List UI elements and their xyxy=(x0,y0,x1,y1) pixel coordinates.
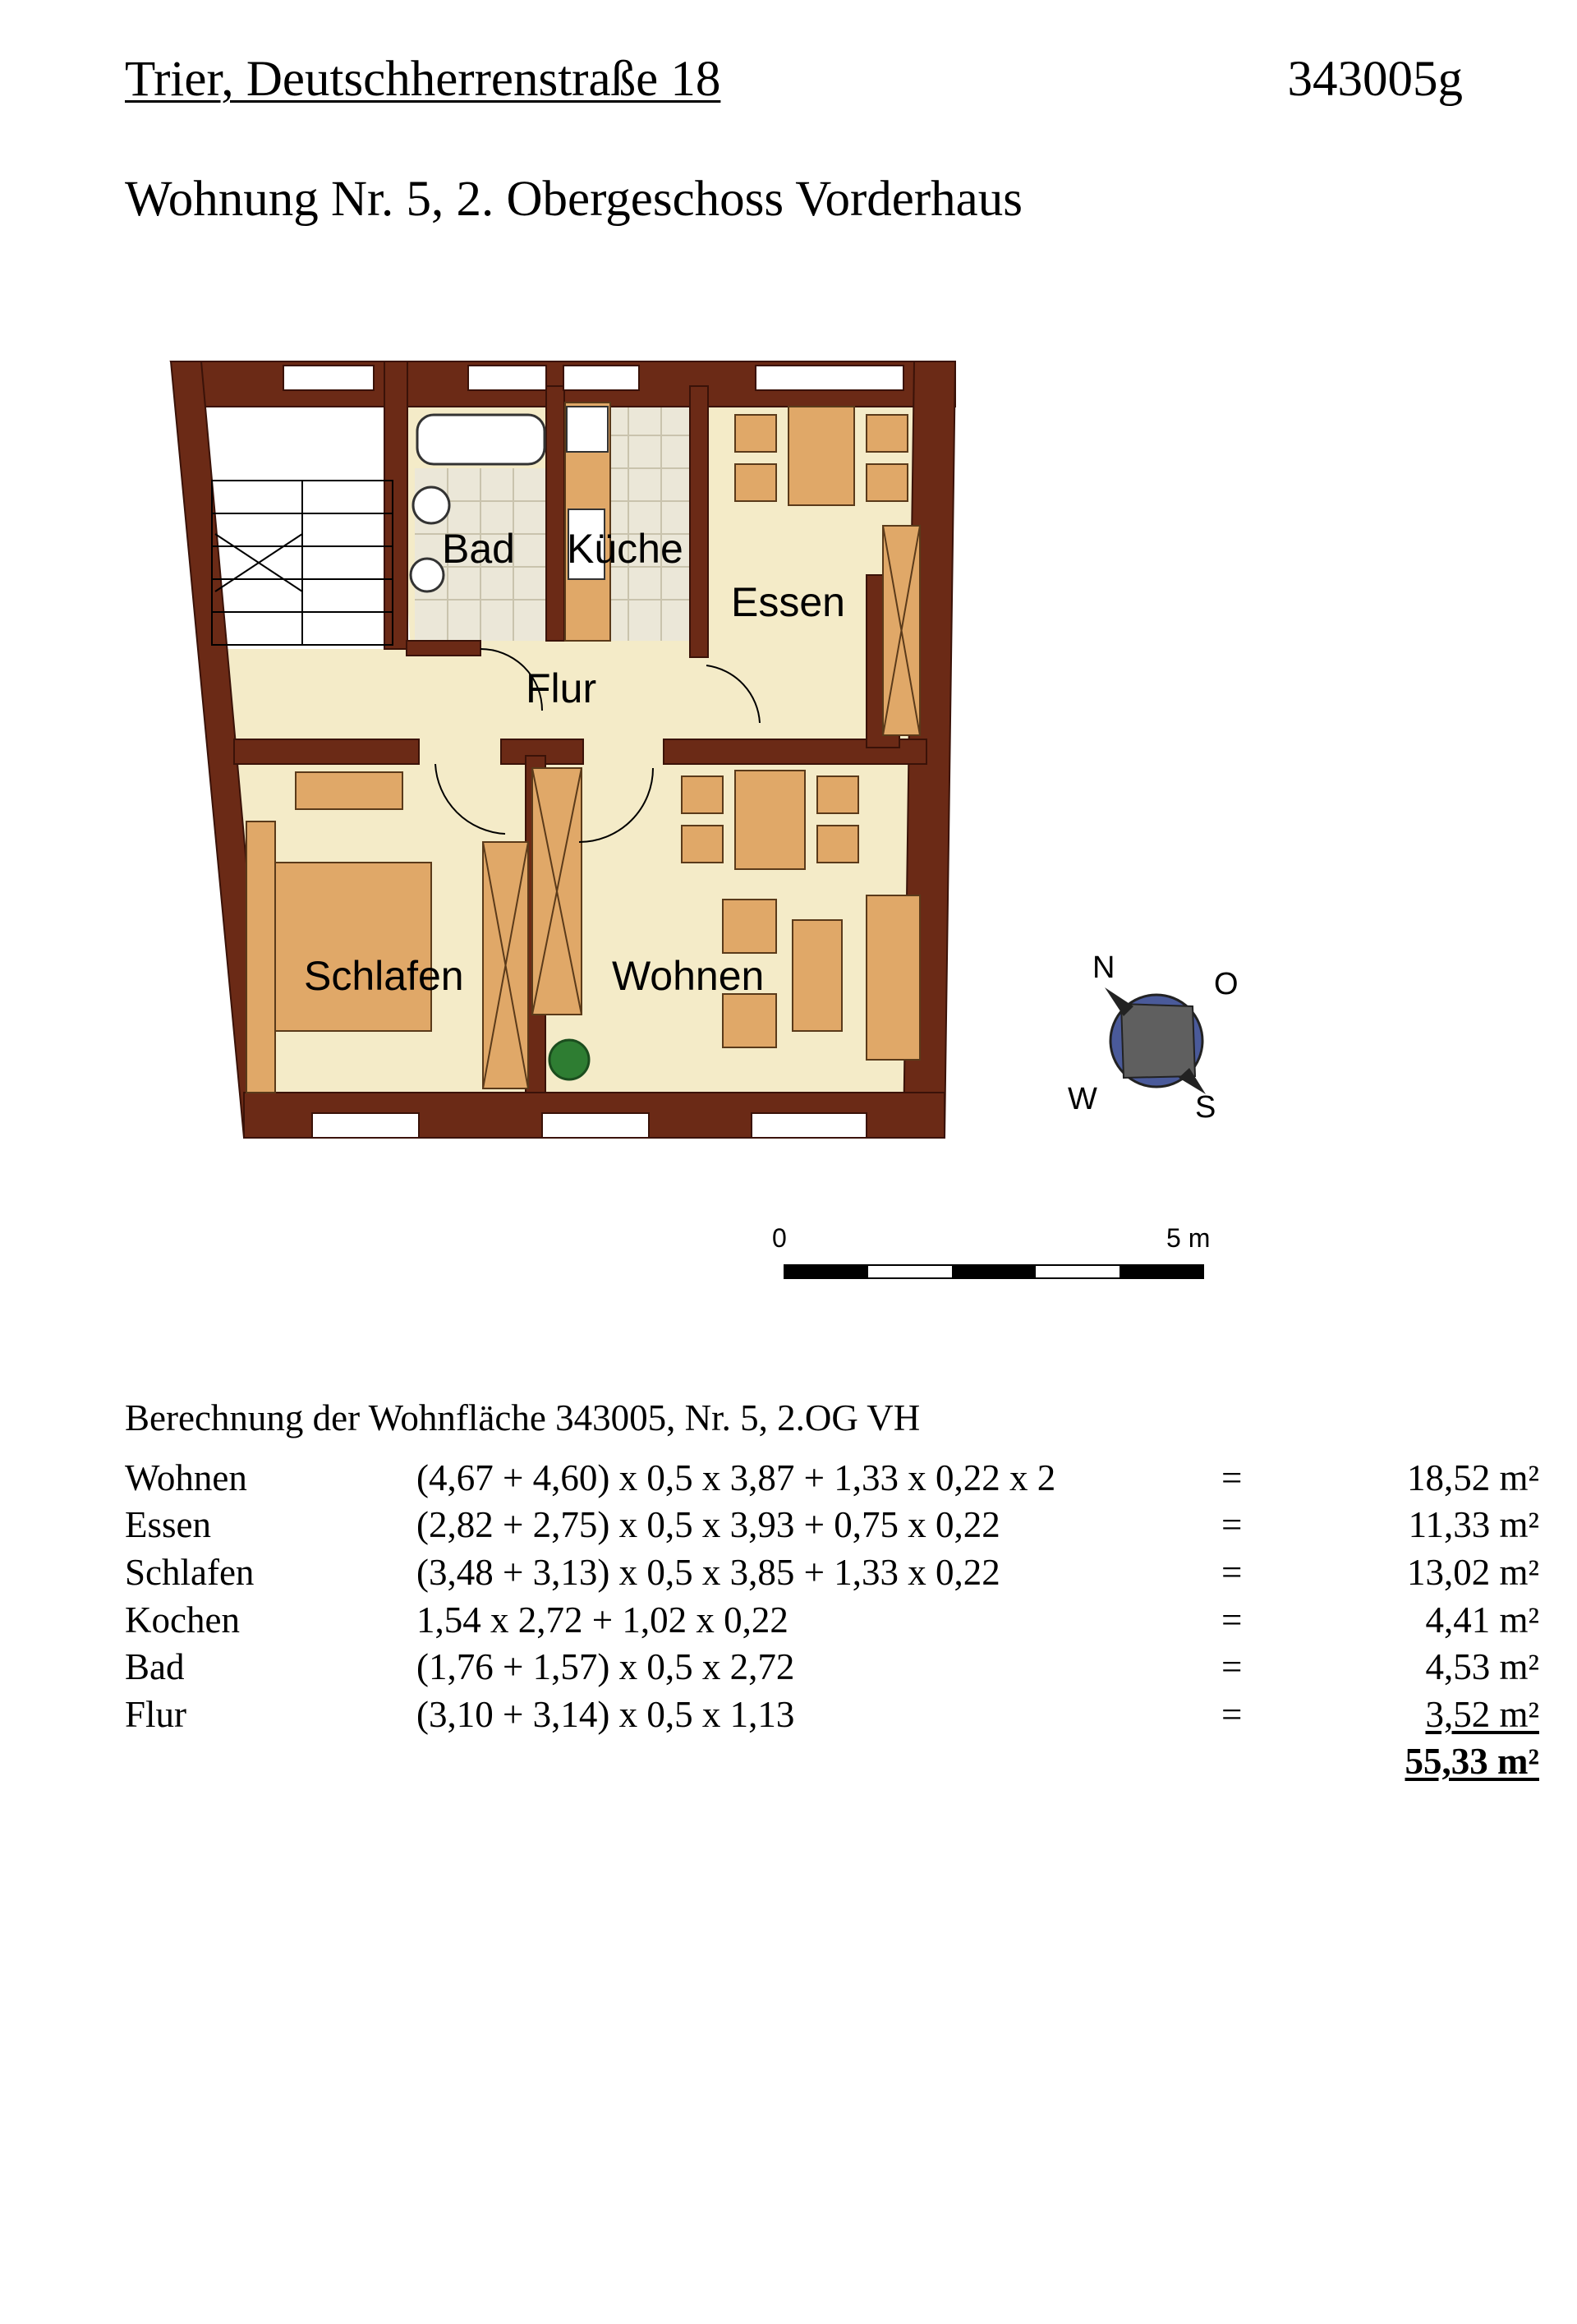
table-row xyxy=(125,1643,1539,1691)
toilet xyxy=(413,487,449,523)
room-name: Bad xyxy=(125,1646,185,1688)
equals-sign: = xyxy=(1221,1551,1243,1593)
area-calculation-table xyxy=(125,1454,1539,1785)
table-row xyxy=(125,1596,1539,1644)
total-row xyxy=(125,1738,1539,1786)
area-formula: (4,67 + 4,60) x 0,5 x 3,87 + 1,33 x 0,22 x 2 xyxy=(416,1457,1056,1498)
bathtub xyxy=(417,415,545,464)
scale-bar xyxy=(772,1223,1210,1278)
equals-sign: = xyxy=(1221,1504,1243,1546)
area-formula: (3,10 + 3,14) x 0,5 x 1,13 xyxy=(416,1693,795,1735)
area-formula: (3,48 + 3,13) x 0,5 x 3,85 + 1,33 x 0,22 xyxy=(416,1551,1000,1593)
equals-sign: = xyxy=(1221,1599,1243,1641)
area-value xyxy=(1295,1691,1539,1738)
room-label-essen: Essen xyxy=(731,579,845,625)
sink xyxy=(411,559,444,591)
table-row xyxy=(125,1691,1539,1738)
area-value: 4,41 m² xyxy=(1425,1599,1539,1641)
last-area-value: 3,52 m² xyxy=(1425,1693,1539,1735)
apartment-subtitle: Wohnung Nr. 5, 2. Obergeschoss Vorderhaus xyxy=(125,172,1023,227)
compass-n: N xyxy=(1092,950,1115,985)
room-name: Flur xyxy=(125,1693,187,1735)
address-title: Trier, Deutschherrenstraße 18 xyxy=(125,52,721,107)
room-name: Schlafen xyxy=(125,1551,255,1593)
compass-w: W xyxy=(1068,1082,1097,1116)
area-formula: (2,82 + 2,75) x 0,5 x 3,93 + 0,75 x 0,22 xyxy=(416,1504,1000,1546)
calculation-title: Berechnung der Wohnfläche 343005, Nr. 5, 2.OG VH xyxy=(125,1397,921,1438)
area-value: 18,52 m² xyxy=(1407,1457,1539,1498)
plant-icon xyxy=(549,1040,589,1079)
scale-start-label: 0 xyxy=(772,1223,787,1253)
compass-s: S xyxy=(1195,1090,1216,1125)
room-label-kueche: Küche xyxy=(567,526,683,572)
room-label-bad: Bad xyxy=(442,526,515,572)
area-value: 11,33 m² xyxy=(1408,1504,1539,1546)
total-area: 55,33 m² xyxy=(1405,1741,1539,1783)
property-code: 343005g xyxy=(1287,52,1463,107)
area-formula: 1,54 x 2,72 + 1,02 x 0,22 xyxy=(416,1599,788,1641)
room-name: Kochen xyxy=(125,1599,240,1641)
room-name: Wohnen xyxy=(125,1457,247,1498)
area-value: 13,02 m² xyxy=(1407,1551,1539,1593)
room-label-flur: Flur xyxy=(526,665,597,711)
table-row xyxy=(125,1454,1539,1502)
stove xyxy=(567,407,608,452)
area-formula: (1,76 + 1,57) x 0,5 x 2,72 xyxy=(416,1646,795,1688)
room-label-wohnen: Wohnen xyxy=(612,953,765,999)
compass-o: O xyxy=(1214,967,1239,1001)
table-row xyxy=(125,1502,1539,1549)
room-label-schlafen: Schlafen xyxy=(304,953,464,999)
scale-end-label: 5 m xyxy=(1166,1223,1211,1253)
equals-sign: = xyxy=(1221,1693,1243,1735)
table-row xyxy=(125,1549,1539,1596)
compass-icon xyxy=(1068,950,1239,1125)
room-name: Essen xyxy=(125,1504,211,1546)
equals-sign: = xyxy=(1221,1646,1243,1688)
area-value: 4,53 m² xyxy=(1425,1646,1539,1688)
equals-sign: = xyxy=(1221,1457,1243,1498)
